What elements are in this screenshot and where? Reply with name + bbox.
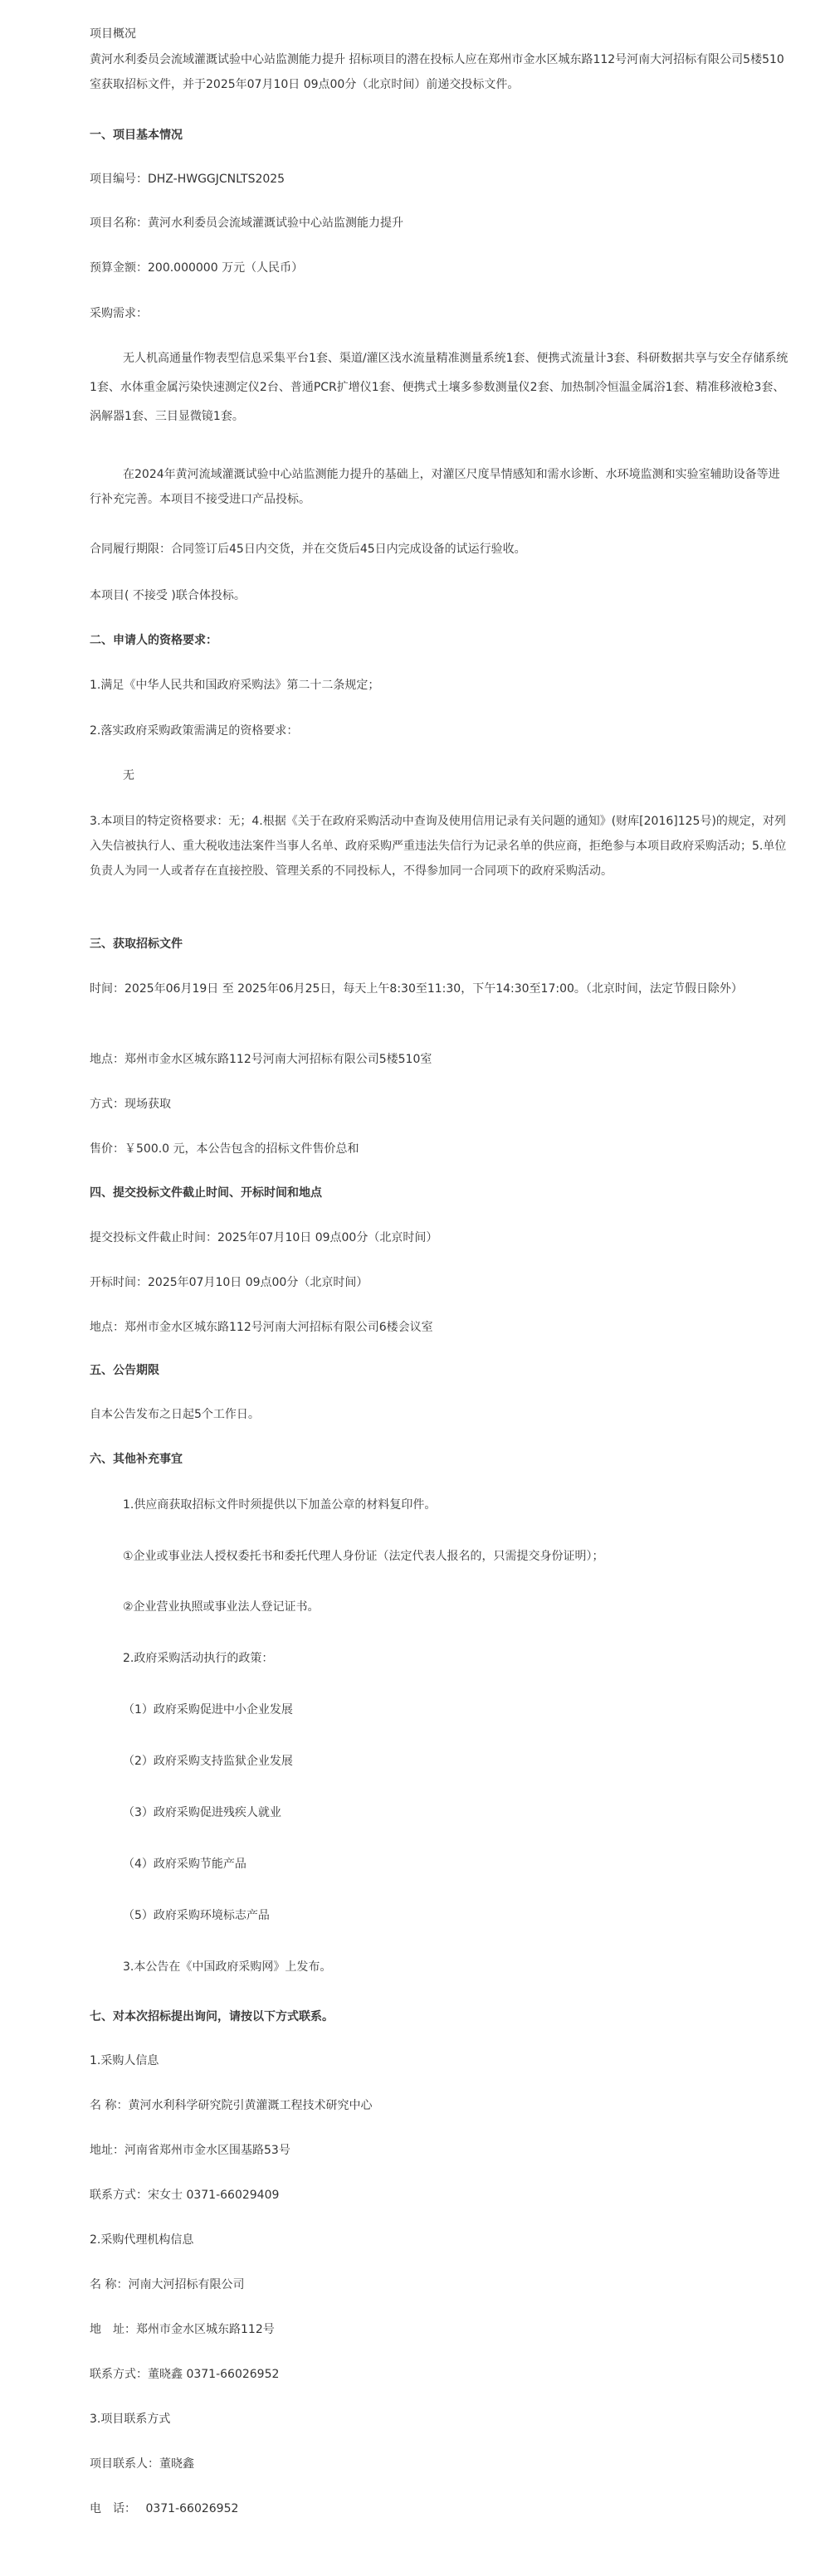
buyer-info-label: 1.采购人信息 [90, 2054, 159, 2067]
project-name: 项目名称：黄河水利委员会流域灌溉试验中心站监测能力提升 [90, 217, 403, 230]
overview-text: 黄河水利委员会流域灌溉试验中心站监测能力提升 招标项目的潜在投标人应在郑州市金水区城东路112号河南大河招标有限公司5楼510室获取招标文件，并于2025年07月10日 09点00分（北京时间）前递交投标文件。 [90, 53, 784, 91]
obtain-time: 时间：2025年06月19日 至 2025年06月25日，每天上午8:30至11:30，下午14:30至17:00。（北京时间，法定节假日除外） [90, 982, 743, 996]
policy-4: （4）政府采购节能产品 [123, 1858, 246, 1871]
section-5-heading: 五、公告期限 [90, 1364, 159, 1377]
qualification-none: 无 [123, 769, 134, 782]
policy-3: （3）政府采购促进残疾人就业 [123, 1806, 281, 1819]
submission-deadline: 提交投标文件截止时间：2025年07月10日 09点00分（北京时间） [90, 1231, 438, 1244]
qualification-item-3: 3.本项目的特定资格要求：无；4.根据《关于在政府采购活动中查询及使用信用记录有关问题的通知》(财库[2016]125号)的规定，对列入失信被执行人、重大税收违法案件当事人名单、政府采购严重违法失信行为记录名单的供应商，拒绝参与本项目政府采购活动；5.单位负责人为同一人或者存在直接控股、管理关系的不同投标人，不得参加同一合同项下的政府采购活动。 [90, 815, 787, 878]
project-contact-label: 3.项目联系方式 [90, 2413, 171, 2426]
supplement-item-3: 3.本公告在《中国政府采购网》上发布。 [123, 1960, 332, 1974]
agency-info-label: 2.采购代理机构信息 [90, 2233, 194, 2247]
consortium-note: 本项目( 不接受 )联合体投标。 [90, 589, 246, 602]
requirement-label: 采购需求： [90, 307, 148, 320]
section-2-heading: 二、申请人的资格要求： [90, 634, 217, 647]
policy-1: （1）政府采购促进中小企业发展 [123, 1703, 293, 1717]
requirement-text-1: 无人机高通量作物表型信息采集平台1套、渠道/灌区浅水流量精准测量系统1套、便携式流量计3套、科研数据共享与安全存储系统1套、水体重金属污染快速测定仪2台、普通PCR扩增仪1套、便携式土壤多参数测量仪2套、加热制冷恒温金属浴1套、精准移液枪3套、涡解器1套、三目显微镜1套。 [90, 352, 788, 423]
policy-2: （2）政府采购支持监狱企业发展 [123, 1755, 293, 1768]
agency-contact: 联系方式：董晓鑫 0371-66026952 [90, 2368, 280, 2381]
section-4-heading: 四、提交投标文件截止时间、开标时间和地点 [90, 1186, 322, 1200]
section-3-heading: 三、获取招标文件 [90, 937, 183, 951]
supplement-item-1: 1.供应商获取招标文件时须提供以下加盖公章的材料复印件。 [123, 1498, 437, 1512]
project-contact-phone: 电 话： 0371-66026952 [90, 2502, 239, 2515]
contract-period: 合同履行期限：合同签订后45日内交货，并在交货后45日内完成设备的试运行验收。 [90, 543, 526, 556]
agency-address: 地 址：郑州市金水区城东路112号 [90, 2323, 275, 2336]
opening-time: 开标时间：2025年07月10日 09点00分（北京时间） [90, 1276, 369, 1289]
budget-amount: 预算金额：200.000000 万元（人民币） [90, 261, 304, 275]
supplement-item-2: 2.政府采购活动执行的政策： [123, 1652, 274, 1665]
qualification-item-1: 1.满足《中华人民共和国政府采购法》第二十二条规定； [90, 679, 380, 692]
section-7-heading: 七、对本次招标提出询问，请按以下方式联系。 [90, 2010, 334, 2023]
obtain-method: 方式：现场获取 [90, 1098, 171, 1111]
section-6-heading: 六、其他补充事宜 [90, 1453, 183, 1466]
supplement-item-1a: ①企业或事业法人授权委托书和委托代理人身份证（法定代表人报名的，只需提交身份证明）； [123, 1550, 604, 1563]
document-price: 售价：￥500.0 元，本公告包含的招标文件售价总和 [90, 1142, 359, 1156]
section-1-heading: 一、项目基本情况 [90, 129, 183, 142]
requirement-text-2: 在2024年黄河流域灌溉试验中心站监测能力提升的基础上，对灌区尺度旱情感知和需水诊断、水环境监测和实验室辅助设备等进行补充完善。本项目不接受进口产品投标。 [90, 468, 780, 506]
project-contact-person: 项目联系人：董晓鑫 [90, 2457, 194, 2471]
buyer-name: 名 称：黄河水利科学研究院引黄灌溉工程技术研究中心 [90, 2099, 373, 2112]
obtain-place: 地点：郑州市金水区城东路112号河南大河招标有限公司5楼510室 [90, 1053, 432, 1066]
buyer-contact: 联系方式：宋女士 0371-66029409 [90, 2189, 280, 2202]
opening-place: 地点：郑州市金水区城东路112号河南大河招标有限公司6楼会议室 [90, 1321, 433, 1334]
policy-5: （5）政府采购环境标志产品 [123, 1909, 270, 1922]
supplement-item-1b: ②企业营业执照或事业法人登记证书。 [123, 1600, 320, 1614]
qualification-item-2: 2.落实政府采购政策需满足的资格要求： [90, 724, 299, 738]
overview-label: 项目概况 [90, 27, 136, 41]
project-number: 项目编号：DHZ-HWGGJCNLTS2025 [90, 173, 286, 186]
notice-period: 自本公告发布之日起5个工作日。 [90, 1408, 260, 1421]
buyer-address: 地址：河南省郑州市金水区围基路53号 [90, 2144, 290, 2157]
agency-name: 名 称：河南大河招标有限公司 [90, 2278, 245, 2291]
